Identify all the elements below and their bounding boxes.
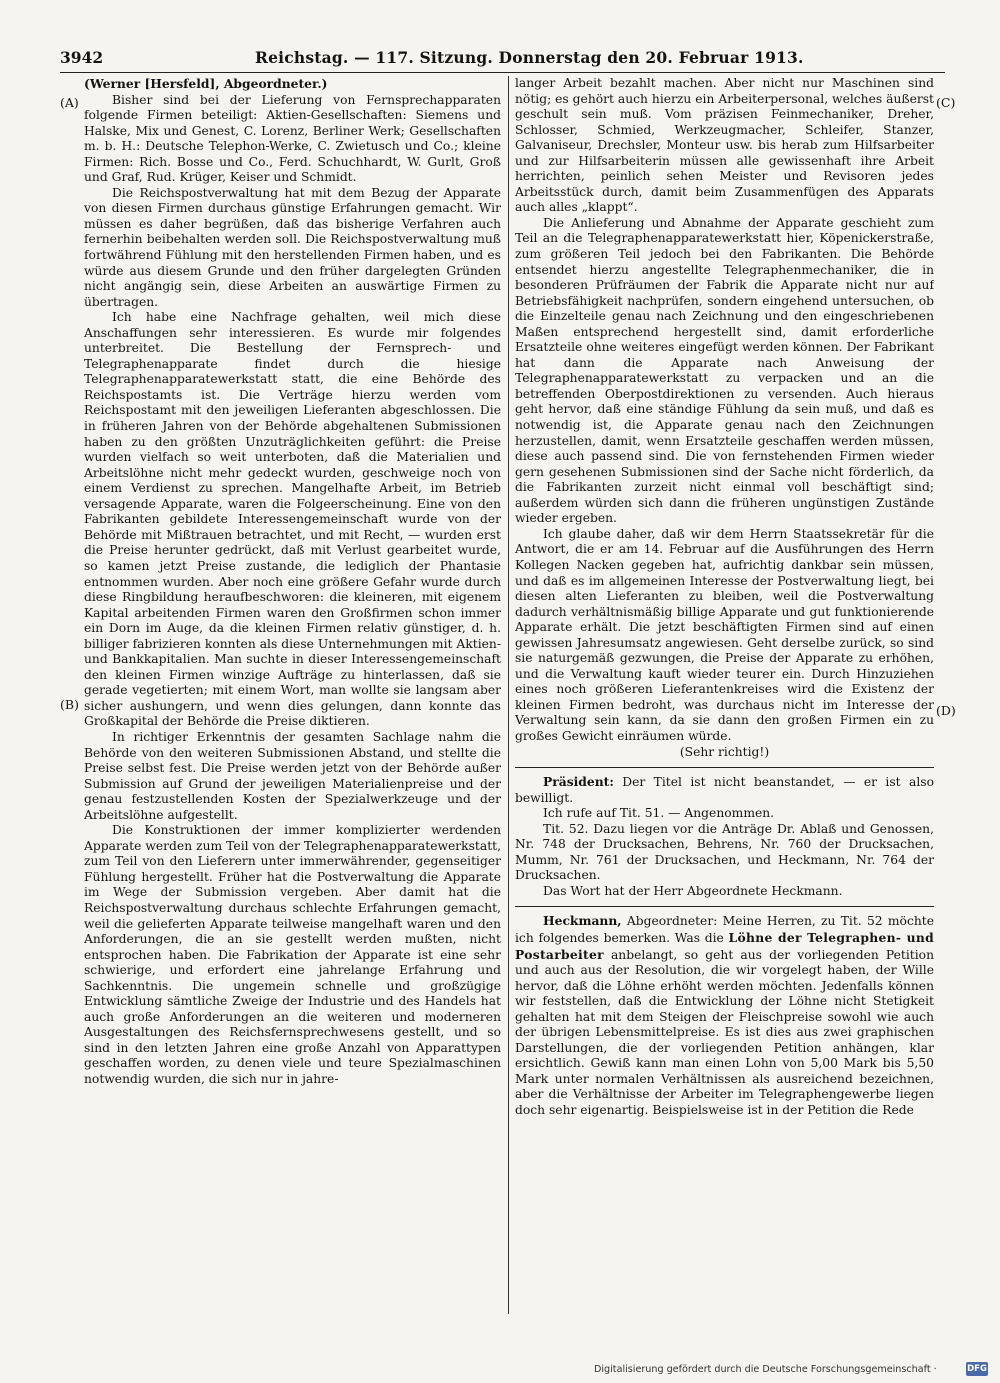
speaker-name: Präsident: (543, 774, 614, 790)
paragraph: Ich glaube daher, daß wir dem Herrn Staatssekretär für die Antwort, die er am 14. Februar auf die Ausführungen des Herrn Kollegen Nacken gegeben hat, aufrichtig dankbar sein müssen, und daß es im allgemeinen Interesse der Postverwaltung liegt, bei diesen alten Lieferanten zu bleiben, weil die Postverwaltung dadurch verhältnismäßig billige Apparate und gut funktionierende Apparate erhält. Die jetzt beschäftigten Firmen sind auf einen gewissen Jahresumsatz angewiesen. Geht derselbe zurück, so sind sie naturgemäß gezwungen, die Preise der Apparate zu erhöhen, und die Verwaltung kauft wieder teurer ein. Durch Hinzuziehen eines noch größeren Lieferantenkreises wird die Existenz der kleinen Firmen bedroht, was durchaus nicht im Interesse der Verwaltung sein kann, da sie dann den großen Firmen ein zu großes Gewicht einräumen würde. (515, 526, 934, 743)
right-column (515, 76, 934, 1316)
paragraph: Ich habe eine Nachfrage gehalten, weil mich diese Anschaffungen sehr interessieren. Es wurde mir folgendes unterbreitet. Die Bestellung der Fernsprech- und Telegraphenapparate findet durch die hiesige Telegraphenapparatewerkstatt statt, die eine Behörde des Reichspostamts ist. Die Verträge hierzu werden vom Reichspostamt mit den jeweiligen Lieferanten abgeschlossen. Die in früheren Jahren von der Behörde abgehaltenen Submissionen haben zu den größten Unzuträglichkeiten geführt: die Preise wurden vielfach so weit unterboten, daß die Materialien und Arbeitslöhne nicht mehr gedeckt wurden, geschweige noch von einem Verdienst zu sprechen. Mangelhafte Arbeit, im Betrieb versagende Apparate, waren die Folgeerscheinung. Eine von den Fabrikanten gebildete Interessengemeinschaft wurde von der Behörde mit Mißtrauen betrachtet, und mit Recht, — wurden erst die Preise herunter gedrückt, daß mit Verlust gearbeitet wurde, so kamen jetzt Preise zustande, die lediglich der Phantasie entnommen wurden. Aber noch eine größere Gefahr wurde durch diese Ringbildung heraufbeschworen: die kleineren, mit eigenem Kapital arbeitenden Firmen waren den Großfirmen schon immer ein Dorn im Auge, da die kleinen Firmen relativ günstiger, d. h. billiger fabrizieren konnten als diese Unternehmungen mit Aktien- und Bankkapitalien. Man suchte in dieser Interessengemeinschaft den kleinen Firmen winzige Aufträge zu hinterlassen, daß sie gerade vegetierten; mit einem Wort, man wollte sie langsam aber sicher aushungern, und wenn dies gelungen, dann konnte das Großkapital der Behörde die Preise diktieren. (84, 310, 501, 729)
dfg-logo-icon: DFG (967, 1364, 987, 1374)
page-number: 3942 (60, 48, 104, 67)
paragraph: Die Konstruktionen der immer komplizierter werdenden Apparate werden zum Teil von der Telegraphenapparatewerkstatt, zum Teil von den Lieferern unter immerwährender, gegenseitiger Fühlung hergestellt. Früher hat die Postverwaltung die Apparate im Wege der Submission vergeben. Aber damit hat die Reichspostverwaltung durchaus schlechte Erfahrungen gemacht, weil die gelieferten Apparate teilweise mangelhaft waren und den Anforderungen, die an sie gestellt werden mußten, nicht entsprochen haben. Die Fabrikation der Apparate ist eine sehr schwierige, und erfordert eine jahrelange Erfahrung und Sachkenntnis. Die ungemein schnelle und großzügige Entwicklung sämtliche Zweige der Industrie und des Handels hat auch große Anforderungen an die weiteren und moderneren Ausgestaltungen des Reichsfernsprechwesens gestellt, und so sind in den letzten Jahren eine große Anzahl von Apparattypen geschaffen worden, zu denen viele und teure Spezialmaschinen notwendig wurden, die sich nur in jahre- (84, 823, 501, 1086)
emphasized-text: Löhne der Telegraphen- und Postarbeiter (515, 929, 934, 962)
margin-marker-d: (D) (936, 703, 956, 718)
header-rule (60, 72, 945, 73)
interjection: (Sehr richtig!) (679, 744, 770, 759)
footer (594, 1362, 994, 1380)
president-remark: Präsident: Der Titel ist nicht beanstandet, — er ist also bewilligt. (515, 774, 934, 805)
margin-marker-a: (A) (60, 95, 79, 110)
margin-marker-c: (C) (936, 95, 956, 110)
left-column (84, 76, 501, 1316)
speaker-name: Heckmann, (543, 913, 622, 929)
page-header (60, 48, 945, 70)
speech-separator (515, 906, 934, 907)
paragraph: Das Wort hat der Herr Abgeordnete Heckmann. (543, 883, 843, 898)
paragraph: Die Anlieferung und Abnahme der Apparate geschieht zum Teil an die Telegraphenapparatewerkstatt hier, Köpenickerstraße, zum größeren Teil jedoch bei den Fabrikanten. Die Behörde entsendet hierzu angestellte Telegraphenmechaniker, die in besonderen Prüfräumen der Fabrik die Apparate nicht nur auf Betriebsfähigkeit nachprüfen, sondern eingehend untersuchen, ob die Einzelteile genau nach Zeichnung und den eingeschriebenen Maßen entsprechend hergestellt sind, damit erforderliche Ersatzteile ohne weiteres eingefügt werden können. Der Fabrikant hat dann die Apparate nach Anweisung der Telegraphenapparatewerkstatt zu verpacken und an die betreffenden Oberpostdirektionen zu versenden. Auch hieraus geht hervor, daß eine ständige Fühlung da sein muß, und daß es notwendig ist, die Apparate genau nach den Zeichnungen herzustellen, damit, wenn Ersatzteile geschaffen werden müssen, diese auch passend sind. Die von fernstehenden Firmen wieder gern gesehenen Submissionen sind der Sache nicht förderlich, da die Fabrikanten zurzeit nicht einmal voll beschäftigt sind; außerdem würden sich dann die früheren ungünstigen Zustände wieder ergeben. (515, 215, 934, 526)
paragraph: Tit. 52. Dazu liegen vor die Anträge Dr. Ablaß und Genossen, Nr. 748 der Drucksachen, Behrens, Nr. 760 der Drucksachen, Mumm, Nr. 761 der Drucksachen, und Heckmann, Nr. 764 der Drucksachen. (515, 821, 934, 883)
paragraph: In richtiger Erkenntnis der gesamten Sachlage nahm die Behörde von den weiteren Submissionen Abstand, und stellte die Preise selbst fest. Die Preise werden jetzt von der Behörde außer Submission auf Grund der jeweiligen Materialienpreise und der genau festzustellenden Kosten der Spezialwerkzeuge und der Arbeitslöhne aufgestellt. (84, 729, 501, 822)
paragraph: langer Arbeit bezahlt machen. Aber nicht nur Maschinen sind nötig; es gehört auch hierzu ein Arbeiterpersonal, welches äußerst geschult sein muß. Vom präzisen Feinmechaniker, Dreher, Schlosser, Schmied, Werkzeugmacher, Schleifer, Stanzer, Galvaniseur, Drechsler, Monteur usw. bis herab zum Hilfsarbeiter und zur Hilfsarbeiterin müssen alle gewissenhaft ihre Arbeit herrichten, peinlich sehen Meister und Revisoren jedes Arbeitsstück durch, damit beim Zusammenfügen des Apparats auch alles „klappt“. (515, 76, 934, 215)
margin-marker-b: (B) (60, 697, 79, 712)
heckmann-speech: Heckmann, Abgeordneter: Meine Herren, zu Tit. 52 möchte ich folgendes bemerken. Was die Löhne der Telegraphen- und Postarbeiter anbelangt, so geht aus der vorliegenden Petition und auch aus der Resolution, die wir vorgelegt haben, der Wille hervor, daß die Löhne erhöht werden möchten. Jedenfalls können wir feststellen, daß die Entwicklung der Löhne nicht Stetigkeit gehalten hat mit dem Steigen der Fleischpreise sowohl wie auch der übrigen Lebensmittelpreise. Es ist dies aus zwei graphischen Darstellungen, die der vorliegenden Petition anhängen, klar ersichtlich. Gewiß kann man einen Lohn von 5,00 Mark bis 5,50 Mark unter normalen Verhältnissen als ausreichend bezeichnen, aber die Verhältnisse der Arbeiter im Telegraphengewerbe liegen doch sehr eigenartig. Beispielsweise ist in der Petition die Rede (515, 913, 934, 1117)
paragraph: Ich rufe auf Tit. 51. — Angenommen. (543, 806, 775, 821)
footer-credit: Digitalisierung gefördert durch die Deutsche Forschungsgemeinschaft · (594, 1364, 937, 1375)
paragraph: Bisher sind bei der Lieferung von Fernsprechapparaten folgende Firmen beteiligt: Aktien-Gesellschaften: Siemens und Halske, Mix und Genest, C. Lorenz, Berliner Werk; Gesellschaften m. b. H.: Deutsche Telephon-Werke, C. Zwietusch und Co.; kleine Firmen: Rich. Bosse und Co., Ferd. Schuchhardt, W. Gurlt, Groß und Graf, Rud. Krüger, Keiser und Schmidt. (84, 92, 501, 185)
speaker-tag: (Werner [Hersfeld], Abgeordneter.) (84, 76, 328, 91)
running-title: Reichstag. — 117. Sitzung. Donnerstag den 20. Februar 1913. (255, 48, 804, 67)
column-divider (508, 76, 509, 1314)
paragraph: Die Reichspostverwaltung hat mit dem Bezug der Apparate von diesen Firmen durchaus günstige Erfahrungen gemacht. Wir müssen es daher begrüßen, daß das bisherige Verfahren auch fernerhin beibehalten werden soll. Die Reichspostverwaltung muß fortwährend Fühlung mit den herstellenden Firmen haben, und es würde aus diesem Grunde und den früher dargelegten Gründen nicht angängig sein, diese Arbeiten an auswärtige Firmen zu übertragen. (84, 185, 501, 309)
speech-separator (515, 767, 934, 768)
